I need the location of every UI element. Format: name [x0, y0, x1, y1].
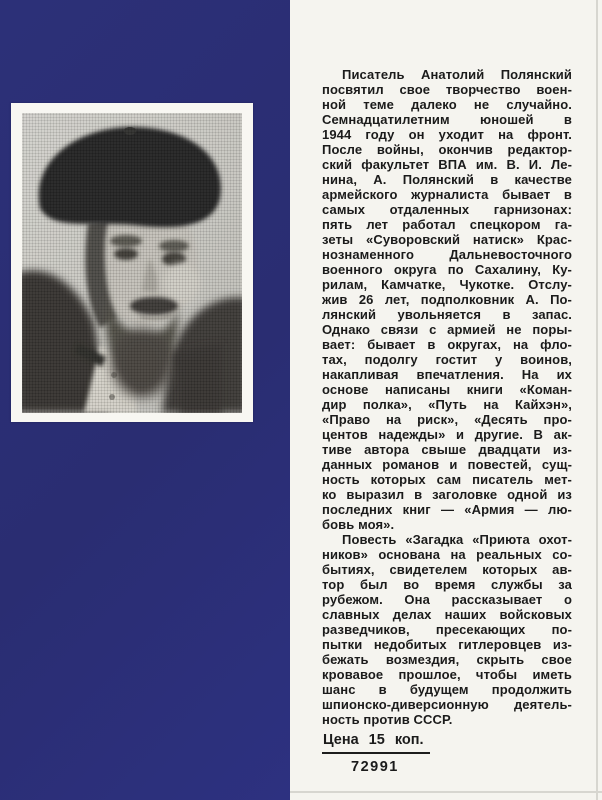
- bio-line: центов надежды» и другие. В ак-: [322, 427, 572, 442]
- left-brow: [110, 235, 142, 247]
- bio-line: рубежом. Она рассказывает о: [322, 592, 572, 607]
- bio-line: тиве автора свыше двадцати из-: [322, 442, 572, 457]
- bio-line: Семнадцатилетним юношей в: [322, 112, 572, 127]
- bio-line: ников» основана на реальных со-: [322, 547, 572, 562]
- page-edge-bottom: [290, 791, 602, 793]
- right-brow: [159, 240, 189, 252]
- shirt-button: [109, 394, 115, 400]
- bio-line: шпионско-диверсионную деятель-: [322, 697, 572, 712]
- beret-stem: [124, 127, 136, 135]
- bio-line: вает: бывает в округах, на фло-: [322, 337, 572, 352]
- bio-line: жив 26 лет, подполковник А. По-: [322, 292, 572, 307]
- bio-line: дир полка», «Путь на Кайхэн»,: [322, 397, 572, 412]
- footer-block: [322, 731, 430, 775]
- bio-line: бежать возмездия, скрыть свое: [322, 652, 572, 667]
- bio-line: 1944 году он уходит на фронт.: [322, 127, 572, 142]
- bio-line: ность которых сам писатель мет-: [322, 472, 572, 487]
- bio-line: посвятил свое творчество воен-: [322, 82, 572, 97]
- bio-line: основе написаны книги «Коман-: [322, 382, 572, 397]
- catalog-code: 72991: [351, 759, 399, 775]
- bio-line: последних книг — «Армия — лю-: [322, 502, 572, 517]
- bio-line: бытиях, свидетелем которых ав-: [322, 562, 572, 577]
- bio-line: ной теме далеко не случайно.: [322, 97, 572, 112]
- bio-line: лянский увольняется в запас.: [322, 307, 572, 322]
- bio-line: ко выразил в заголовке одной из: [322, 487, 572, 502]
- bio-line: пытки недобитых гитлеровцев из-: [322, 637, 572, 652]
- price-label: Цена 15 коп.: [322, 732, 430, 754]
- cheek-highlight: [164, 263, 200, 303]
- bio-line: пять лет работал спецкором га-: [322, 217, 572, 232]
- bio-line: Повесть «Загадка «Приюта охот-: [342, 532, 572, 547]
- bio-line: Писатель Анатолий Полянский: [342, 67, 572, 82]
- portrait-illustration: [22, 113, 242, 413]
- bio-line: ность против СССР.: [322, 712, 453, 727]
- photo-frame: [11, 103, 253, 422]
- bio-line: нина, А. Полянский в качестве: [322, 172, 572, 187]
- bio-line: славных делах наших войсковых: [322, 607, 572, 622]
- bio-line: Однако связи с армией не поры-: [322, 322, 572, 337]
- mustache-shape: [130, 297, 178, 315]
- bio-line: разведчиков, пресекающих по-: [322, 622, 572, 637]
- beard-lower: [112, 329, 172, 397]
- bio-line: тах, подолгу гостит у воинов,: [322, 352, 572, 367]
- bio-line: ский факультет ВПА им. В. И. Ле-: [322, 157, 572, 172]
- bio-line: «Право на риск», «Десять про-: [322, 412, 572, 427]
- bio-line: нознаменного Дальневосточного: [322, 247, 572, 262]
- bio-line: бовь моя».: [322, 517, 395, 532]
- bio-line: военного округа по Сахалину, Ку-: [322, 262, 572, 277]
- bio-line: самых отдаленных гарнизонах:: [322, 202, 572, 217]
- bio-line: накапливая впечатления. На их: [322, 367, 572, 382]
- bio-text: [322, 67, 572, 727]
- portrait-photo: [22, 113, 242, 413]
- bio-line: шанс в будущем продолжить: [322, 682, 572, 697]
- bio-line: зеты «Суворовский натиск» Крас-: [322, 232, 572, 247]
- bio-line: данных романов и повестей, сущ-: [322, 457, 572, 472]
- bio-line: кровавое прошлое, чтобы иметь: [322, 667, 572, 682]
- bio-line: тор был во время службы за: [322, 577, 572, 592]
- left-eye: [114, 248, 138, 260]
- bio-line: После войны, окончив редактор-: [322, 142, 572, 157]
- bio-line: рилам, Камчатке, Чукотке. Отслу-: [322, 277, 572, 292]
- page-edge-right: [596, 0, 598, 800]
- bio-line: армейского журналиста бывает в: [322, 187, 572, 202]
